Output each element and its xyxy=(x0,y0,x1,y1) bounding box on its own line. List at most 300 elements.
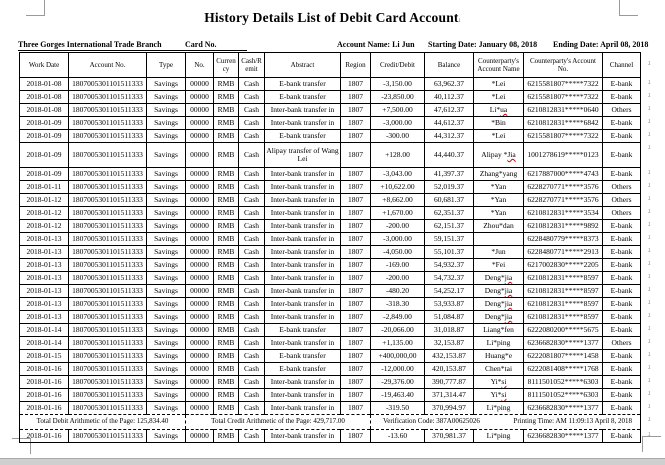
cell-currency: RMB xyxy=(214,350,239,363)
cell-no: 00000 xyxy=(186,376,214,389)
cell-cash: Cash xyxy=(239,78,265,91)
cell-region: 1807 xyxy=(341,168,371,181)
cell-currency: RMB xyxy=(214,272,239,285)
cell-cp-account: 6215581807*****7322 xyxy=(524,91,603,104)
cell-channel xyxy=(603,181,650,194)
total-debit: Total Debit Arithmetic of the Page: 125,834.40 xyxy=(20,415,186,430)
cell-abstract: E-bank transfer xyxy=(265,91,341,104)
cell-cash: Cash xyxy=(239,181,265,194)
cell-type: Savings xyxy=(147,246,186,259)
cell-account: 1807005301101511333 xyxy=(69,233,147,246)
cell-balance: 51,084.87 xyxy=(425,311,474,324)
cell-account: 1807005301101511333 xyxy=(69,311,147,324)
header-row xyxy=(20,53,641,78)
cell-cash: Cash xyxy=(239,324,265,337)
cp-name-misspell: jia xyxy=(504,273,513,283)
channel-text: E-bank xyxy=(610,390,633,400)
cell-amount: -318.30 xyxy=(371,298,425,311)
channel-text: E-bank xyxy=(610,118,633,128)
cell-date: 2018-01-13 xyxy=(20,272,69,285)
cell-region: 1807 xyxy=(341,389,371,402)
table-row xyxy=(20,168,641,181)
cell-date: 2018-01-09 xyxy=(20,130,69,143)
cell-cash: Cash xyxy=(239,376,265,389)
cell-cash: Cash xyxy=(239,337,265,350)
paragraph-mark: .1 xyxy=(647,132,650,138)
cell-abstract: Alipay transfer of Wang Lei xyxy=(265,143,341,168)
channel-text: E-bank xyxy=(610,131,633,141)
col-channel xyxy=(603,53,650,78)
cell-cp-account: 6215581807*****7322 xyxy=(524,78,603,91)
cell-name xyxy=(474,350,524,363)
cell-channel xyxy=(603,402,650,415)
cell-region: 1807 xyxy=(341,376,371,389)
cell-abstract: Inter-bank transfer in xyxy=(265,430,341,443)
cell-name xyxy=(474,246,524,259)
cell-amount: +8,662.00 xyxy=(371,194,425,207)
cell-no: 00000 xyxy=(186,389,214,402)
card-no-label: Card No. xyxy=(185,40,217,49)
cell-date: 2018-01-16 xyxy=(20,376,69,389)
table-row xyxy=(20,311,641,324)
cell-no: 00000 xyxy=(186,246,214,259)
cell-cash: Cash xyxy=(239,430,265,443)
cell-account: 1807005301101511333 xyxy=(69,350,147,363)
table-row xyxy=(20,130,641,143)
cell-cp-account: 6210812831*****8597 xyxy=(524,298,603,311)
cell-abstract: Inter-bank transfer in xyxy=(265,259,341,272)
cell-date: 2018-01-12 xyxy=(20,194,69,207)
cell-cp-account: 6210812831*****6842 xyxy=(524,117,603,130)
cell-balance: 53,933.87 xyxy=(425,298,474,311)
cell-date: 2018-01-15 xyxy=(20,350,69,363)
cell-region: 1807 xyxy=(341,350,371,363)
cell-currency: RMB xyxy=(214,117,239,130)
cell-name xyxy=(474,402,524,415)
channel-text: Others xyxy=(611,338,632,348)
history-table xyxy=(19,52,650,443)
cell-account: 1807005301101511333 xyxy=(69,389,147,402)
cell-currency: RMB xyxy=(214,402,239,415)
cell-balance: 55,101.37 xyxy=(425,246,474,259)
cell-no: 00000 xyxy=(186,207,214,220)
cp-name-text: Chen*tai xyxy=(484,364,513,374)
cell-cp-account: 6228480771*****2913 xyxy=(524,246,603,259)
cell-date: 2018-01-13 xyxy=(20,311,69,324)
channel-text: E-bank xyxy=(610,273,633,283)
cell-amount: +128.00 xyxy=(371,143,425,168)
cp-name-text: Deng* xyxy=(484,312,505,322)
verification-printing-inner xyxy=(371,418,640,425)
col-balance: Balance xyxy=(425,53,474,78)
cell-cash: Cash xyxy=(239,389,265,402)
cp-name-text: *Lei xyxy=(491,79,506,89)
cell-date: 2018-01-12 xyxy=(20,220,69,233)
cell-balance: 44,612.37 xyxy=(425,117,474,130)
cell-balance: 41,397.37 xyxy=(425,168,474,181)
cell-no: 00000 xyxy=(186,324,214,337)
cell-cash: Cash xyxy=(239,363,265,376)
cell-no: 00000 xyxy=(186,181,214,194)
cell-no: 00000 xyxy=(186,143,214,168)
cell-channel xyxy=(603,337,650,350)
cell-region: 1807 xyxy=(341,91,371,104)
cell-type: Savings xyxy=(147,272,186,285)
cell-abstract: E-bank transfer xyxy=(265,350,341,363)
cell-amount: +1,135.00 xyxy=(371,337,425,350)
cell-amount: -319.50 xyxy=(371,402,425,415)
channel-text: E-bank xyxy=(610,312,633,322)
cell-currency: RMB xyxy=(214,130,239,143)
cell-channel xyxy=(603,311,650,324)
cell-date: 2018-01-16 xyxy=(20,363,69,376)
cell-currency: RMB xyxy=(214,78,239,91)
paragraph-mark: .1 xyxy=(647,119,650,125)
cell-channel xyxy=(603,246,650,259)
cell-region: 1807 xyxy=(341,78,371,91)
channel-text: Others xyxy=(611,208,632,218)
cell-channel xyxy=(603,285,650,298)
cell-channel xyxy=(603,78,650,91)
col-work-date: Work Date xyxy=(20,53,69,78)
table-row xyxy=(20,337,641,350)
cell-currency: RMB xyxy=(214,168,239,181)
cell-balance: 60,681.37 xyxy=(425,194,474,207)
col-cp-account-no: Counterparty's Account No. xyxy=(524,53,603,78)
cell-amount: -13.60 xyxy=(371,430,425,443)
cell-type: Savings xyxy=(147,194,186,207)
cell-cash: Cash xyxy=(239,285,265,298)
cell-amount: -480.20 xyxy=(371,285,425,298)
cp-name-text: Li*ping xyxy=(486,431,511,441)
cell-account: 1807005301101511333 xyxy=(69,324,147,337)
paragraph-mark: .1 xyxy=(647,352,650,358)
verification-code: Verification Code: 387A00625026 xyxy=(383,417,480,426)
cell-region: 1807 xyxy=(341,220,371,233)
cell-type: Savings xyxy=(147,104,186,117)
cell-no: 00000 xyxy=(186,78,214,91)
channel-text: E-bank xyxy=(610,150,633,160)
starting-date: Starting Date: January 08, 2018 xyxy=(428,40,538,49)
cell-channel xyxy=(603,143,650,168)
cell-account: 1807005301101511333 xyxy=(69,104,147,117)
channel-text: E-bank xyxy=(610,286,633,296)
cp-name-text: *Lei xyxy=(491,131,506,141)
cell-abstract: Inter-bank transfer in xyxy=(265,181,341,194)
channel-text: E-bank xyxy=(610,247,633,257)
channel-text: E-bank xyxy=(610,169,633,179)
paragraph-mark: .1 xyxy=(647,313,650,319)
cell-region: 1807 xyxy=(341,285,371,298)
col-abstract: Abstract xyxy=(265,53,341,78)
col-account-no: Account No. xyxy=(69,53,147,78)
cell-cp-account: 6222081408*****1768 xyxy=(524,363,603,376)
cell-account: 1807005301101511333 xyxy=(69,285,147,298)
cell-currency: RMB xyxy=(214,207,239,220)
cell-balance: 370,994.97 xyxy=(425,402,474,415)
cell-balance: 432,153.87 xyxy=(425,350,474,363)
cell-account: 1807005301101511333 xyxy=(69,363,147,376)
cp-name-text: Deng* xyxy=(484,299,505,309)
cell-region: 1807 xyxy=(341,337,371,350)
cell-no: 00000 xyxy=(186,117,214,130)
cell-balance: 54,932.37 xyxy=(425,259,474,272)
cp-name-text: Liang*fen xyxy=(483,325,514,335)
cell-region: 1807 xyxy=(341,311,371,324)
cell-date: 2018-01-16 xyxy=(20,430,69,443)
cell-amount: -4,050.00 xyxy=(371,246,425,259)
cell-currency: RMB xyxy=(214,246,239,259)
cp-name-text: *Lei xyxy=(491,92,506,102)
cell-channel xyxy=(603,194,650,207)
cell-balance: 40,112.37 xyxy=(425,91,474,104)
cell-type: Savings xyxy=(147,220,186,233)
cell-name xyxy=(474,363,524,376)
col-type: Type xyxy=(147,53,186,78)
cell-cp-account: 6210812831*****0640 xyxy=(524,104,603,117)
cell-account: 1807005301101511333 xyxy=(69,181,147,194)
cell-cash: Cash xyxy=(239,207,265,220)
cell-channel xyxy=(603,272,650,285)
table-row xyxy=(20,298,641,311)
channel-text: E-bank xyxy=(610,377,633,387)
cell-balance: 390,777.87 xyxy=(425,376,474,389)
cell-name xyxy=(474,389,524,402)
cell-cp-account: 8111501052*****6303 xyxy=(524,389,603,402)
channel-text: E-bank xyxy=(610,351,633,361)
cell-date: 2018-01-13 xyxy=(20,259,69,272)
paragraph-mark: .1 xyxy=(647,339,650,345)
cell-channel xyxy=(603,91,650,104)
cp-name-text: Yi* xyxy=(490,377,502,387)
cell-name xyxy=(474,259,524,272)
cell-currency: RMB xyxy=(214,104,239,117)
cp-name-text: *Yan xyxy=(490,208,507,218)
col-currency: Currency xyxy=(214,53,239,78)
cell-currency: RMB xyxy=(214,337,239,350)
cell-abstract: Inter-bank transfer in xyxy=(265,298,341,311)
cell-abstract: Inter-bank transfer in xyxy=(265,207,341,220)
cell-cash: Cash xyxy=(239,194,265,207)
paragraph-mark: .1 xyxy=(647,248,650,254)
cell-abstract: Inter-bank transfer in xyxy=(265,233,341,246)
cell-cp-account: 6210812831*****8597 xyxy=(524,311,603,324)
cell-abstract: Inter-bank transfer in xyxy=(265,402,341,415)
cell-balance: 420,153.87 xyxy=(425,363,474,376)
cell-account: 1807005301101511333 xyxy=(69,259,147,272)
cell-amount: +7,500.00 xyxy=(371,104,425,117)
col-region: Region xyxy=(341,53,371,78)
col-no: No. xyxy=(186,53,214,78)
cell-no: 00000 xyxy=(186,104,214,117)
cell-no: 00000 xyxy=(186,130,214,143)
cell-currency: RMB xyxy=(214,430,239,443)
cell-cash: Cash xyxy=(239,311,265,324)
cell-amount: -3,000.00 xyxy=(371,233,425,246)
cell-cash: Cash xyxy=(239,350,265,363)
cell-abstract: Inter-bank transfer in xyxy=(265,272,341,285)
paragraph-mark: .1 xyxy=(647,209,650,215)
cell-abstract: Inter-bank transfer in xyxy=(265,389,341,402)
cell-cash: Cash xyxy=(239,259,265,272)
cell-currency: RMB xyxy=(214,389,239,402)
cell-balance: 44,312.37 xyxy=(425,130,474,143)
cp-name-misspell: jia xyxy=(504,286,513,296)
cp-name-text: *Bin xyxy=(491,118,506,128)
cell-name xyxy=(474,78,524,91)
table-row xyxy=(20,285,641,298)
cell-no: 00000 xyxy=(186,350,214,363)
cell-amount: -3,000.00 xyxy=(371,117,425,130)
cell-region: 1807 xyxy=(341,272,371,285)
cell-balance: 370,981.37 xyxy=(425,430,474,443)
cell-currency: RMB xyxy=(214,143,239,168)
cp-name-misspell: si xyxy=(501,390,507,400)
cell-cp-account: 6236682830*****1377 xyxy=(524,430,603,443)
cell-name xyxy=(474,220,524,233)
page-title xyxy=(0,10,665,26)
cp-name-text: Alipay * xyxy=(481,150,508,160)
cell-balance: 62,151.37 xyxy=(425,220,474,233)
cell-amount: -300.00 xyxy=(371,130,425,143)
cell-amount: -3,150.00 xyxy=(371,78,425,91)
cell-type: Savings xyxy=(147,168,186,181)
cell-balance: 32,153.87 xyxy=(425,337,474,350)
table-row xyxy=(20,272,641,285)
cell-channel xyxy=(603,350,650,363)
cell-region: 1807 xyxy=(341,143,371,168)
paragraph-mark: .1 xyxy=(647,80,650,86)
crop-mark-bottom-right xyxy=(642,436,661,452)
cell-type: Savings xyxy=(147,389,186,402)
paragraph-mark: .1 xyxy=(647,391,650,397)
cell-date: 2018-01-14 xyxy=(20,337,69,350)
cell-cp-account: 1001278619*****0123 xyxy=(524,143,603,168)
cell-name xyxy=(474,194,524,207)
cell-type: Savings xyxy=(147,402,186,415)
cell-channel xyxy=(603,168,650,181)
table-row xyxy=(20,324,641,337)
cell-region: 1807 xyxy=(341,363,371,376)
cell-cash: Cash xyxy=(239,130,265,143)
cell-amount: -3,043.00 xyxy=(371,168,425,181)
branch-name: Three Gorges International Trade Branch xyxy=(18,40,162,49)
cell-abstract: Inter-bank transfer in xyxy=(265,285,341,298)
cell-cp-account: 6222080200*****5675 xyxy=(524,324,603,337)
cell-type: Savings xyxy=(147,337,186,350)
cell-region: 1807 xyxy=(341,207,371,220)
cell-cash: Cash xyxy=(239,298,265,311)
cell-no: 00000 xyxy=(186,402,214,415)
totals-row xyxy=(20,415,641,430)
table-row xyxy=(20,194,641,207)
cell-amount: -169.00 xyxy=(371,259,425,272)
cell-date: 2018-01-13 xyxy=(20,298,69,311)
table-row xyxy=(20,78,641,91)
cell-account: 1807005301101511333 xyxy=(69,430,147,443)
cell-amount: -23,850.00 xyxy=(371,91,425,104)
cell-name xyxy=(474,272,524,285)
cell-abstract: Inter-bank transfer in xyxy=(265,311,341,324)
paragraph-mark: .1 xyxy=(647,326,650,332)
cell-amount: -29,376.00 xyxy=(371,376,425,389)
cell-channel xyxy=(603,430,650,443)
cell-abstract: E-bank transfer xyxy=(265,78,341,91)
cell-balance: 59,151.37 xyxy=(425,233,474,246)
cell-no: 00000 xyxy=(186,285,214,298)
cp-name-text: Li*ping xyxy=(486,338,511,348)
cell-abstract: E-bank transfer xyxy=(265,324,341,337)
cell-date: 2018-01-09 xyxy=(20,117,69,130)
cell-type: Savings xyxy=(147,117,186,130)
cp-name-text: *Yan xyxy=(490,195,507,205)
cell-no: 00000 xyxy=(186,194,214,207)
col-credit-debit: Credit/Debit xyxy=(371,53,425,78)
paragraph-mark: .1 xyxy=(647,170,650,176)
cell-name xyxy=(474,311,524,324)
cell-type: Savings xyxy=(147,143,186,168)
cell-cash: Cash xyxy=(239,402,265,415)
cell-account: 1807005301101511333 xyxy=(69,168,147,181)
verification-printing xyxy=(371,415,650,430)
table-row xyxy=(20,220,641,233)
cell-region: 1807 xyxy=(341,259,371,272)
cell-date: 2018-01-16 xyxy=(20,402,69,415)
paragraph-mark: .1 xyxy=(647,404,650,410)
channel-text: E-bank xyxy=(610,79,633,89)
cell-account: 1807005301101511333 xyxy=(69,207,147,220)
cell-region: 1807 xyxy=(341,104,371,117)
cell-currency: RMB xyxy=(214,285,239,298)
cell-currency: RMB xyxy=(214,194,239,207)
cell-no: 00000 xyxy=(186,91,214,104)
table-row xyxy=(20,207,641,220)
cell-region: 1807 xyxy=(341,117,371,130)
cell-amount: -200.00 xyxy=(371,272,425,285)
cell-region: 1807 xyxy=(341,181,371,194)
cell-amount: +1,670.00 xyxy=(371,207,425,220)
cell-currency: RMB xyxy=(214,91,239,104)
cell-no: 00000 xyxy=(186,298,214,311)
cell-account: 1807005301101511333 xyxy=(69,194,147,207)
cell-cp-account: 6210812831*****8597 xyxy=(524,285,603,298)
cp-name-text: Yi* xyxy=(490,390,502,400)
cell-no: 00000 xyxy=(186,220,214,233)
cell-region: 1807 xyxy=(341,402,371,415)
cell-name xyxy=(474,324,524,337)
cell-type: Savings xyxy=(147,285,186,298)
cell-no: 00000 xyxy=(186,259,214,272)
paragraph-mark: .1 xyxy=(647,365,650,371)
cell-cp-account: 6210812831*****3534 xyxy=(524,207,603,220)
cell-channel xyxy=(603,207,650,220)
cell-channel xyxy=(603,220,650,233)
cell-no: 00000 xyxy=(186,233,214,246)
channel-text: E-bank xyxy=(610,325,633,335)
cell-account: 1807005301101511333 xyxy=(69,117,147,130)
cell-no: 00000 xyxy=(186,430,214,443)
cell-amount: -12,000.00 xyxy=(371,363,425,376)
cell-balance: 62,351.37 xyxy=(425,207,474,220)
cell-channel xyxy=(603,104,650,117)
cell-date: 2018-01-08 xyxy=(20,104,69,117)
cell-abstract: Inter-bank transfer in xyxy=(265,194,341,207)
cell-amount: +10,622.00 xyxy=(371,181,425,194)
cell-type: Savings xyxy=(147,130,186,143)
cell-name xyxy=(474,117,524,130)
cell-amount: +400,000,00 xyxy=(371,350,425,363)
cell-type: Savings xyxy=(147,78,186,91)
